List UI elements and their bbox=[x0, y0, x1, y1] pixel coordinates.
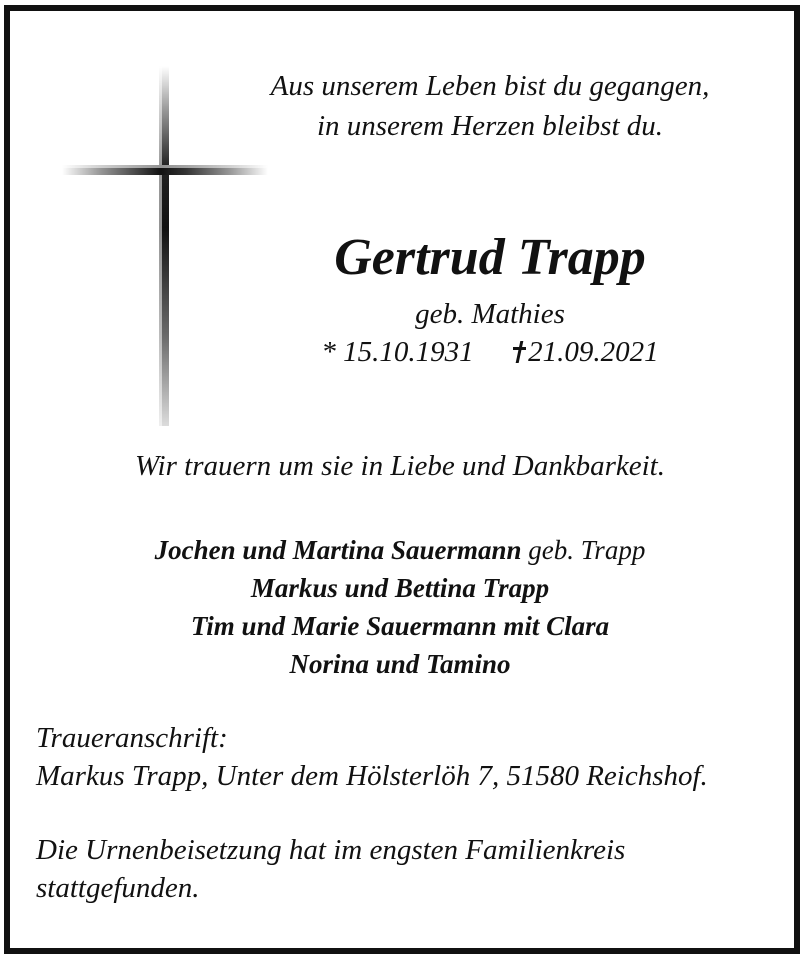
latin-cross-icon bbox=[159, 66, 169, 426]
family-maiden-note: geb. Trapp bbox=[528, 535, 646, 565]
dagger-cross-icon bbox=[512, 341, 526, 363]
death-date: 21.09.2021 bbox=[528, 336, 659, 368]
verse-line-1: Aus unserem Leben bist du gegangen, bbox=[270, 70, 710, 102]
address-text: Markus Trapp, Unter dem Hölsterlöh 7, 51580 Reichshof. bbox=[36, 760, 708, 792]
notice-line-1: Die Urnenbeisetzung hat im engsten Familienkreis bbox=[36, 834, 626, 866]
notice-line-2: stattgefunden. bbox=[36, 872, 200, 904]
life-dates bbox=[230, 336, 750, 369]
condolence-text: Wir trauern um sie in Liebe und Dankbarkeit. bbox=[134, 450, 665, 482]
family-names-1: Jochen und Martina Sauermann bbox=[154, 535, 522, 565]
address-label: Traueranschrift: bbox=[36, 722, 228, 754]
latin-cross-bar bbox=[62, 165, 268, 175]
deceased-name: Gertrud Trapp bbox=[334, 229, 646, 286]
family-line-3: Tim und Marie Sauermann mit Clara bbox=[190, 611, 610, 641]
verse-line-2: in unserem Herzen bleibst du. bbox=[316, 110, 664, 142]
family-line-1 bbox=[20, 535, 780, 566]
birth-date: * 15.10.1931 bbox=[321, 336, 474, 368]
maiden-name: geb. Mathies bbox=[415, 298, 565, 330]
family-line-4: Norina und Tamino bbox=[289, 649, 511, 679]
family-line-2: Markus und Bettina Trapp bbox=[250, 573, 550, 603]
